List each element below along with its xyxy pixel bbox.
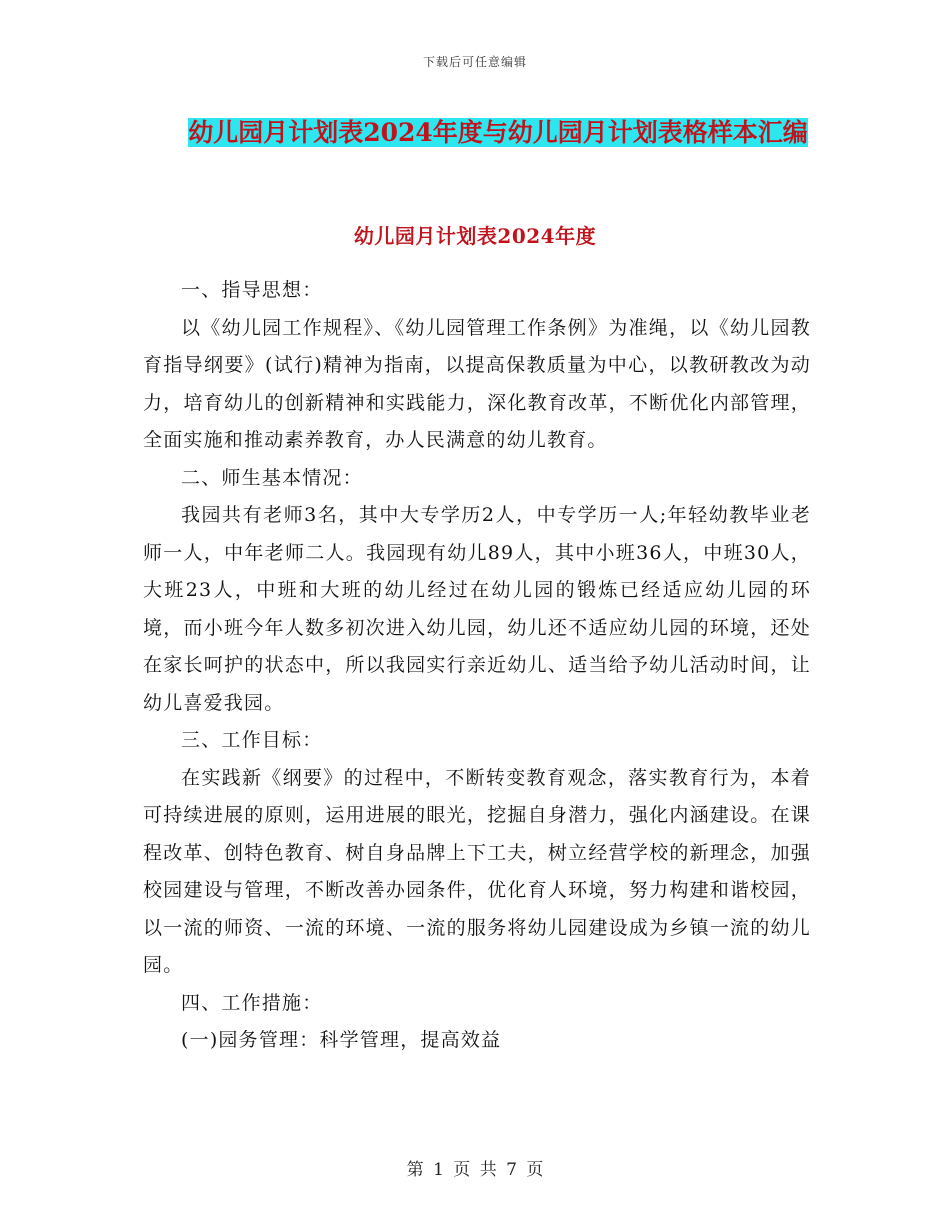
heading-work-measures: 四、工作措施：: [181, 991, 323, 1014]
page-footer: 第 1 页 共 7 页: [406, 1160, 544, 1180]
subheading-management: (一)园务管理：科学管理，提高效益: [181, 1029, 502, 1051]
paragraph-basic-situation: 我园共有老师3名，其中大专学历2人，中专学历一人;年轻幼教毕业老师一人，中年老师二人。我园现有幼儿89人，其中小班36人，中班30人，大班23人，中班和大班的幼儿经过在幼儿园的锻炼已经适应幼儿园的环境，而小班今年人数多初次进入幼儿园，幼儿还不适应幼儿园的环境，还处在家长呵护的状态中，所以我园实行亲近幼儿、适当给予幼儿活动时间，让幼儿喜爱我园。: [143, 504, 811, 714]
paragraph-guiding-ideology: 以《幼儿园工作规程》、《幼儿园管理工作条例》为准绳，以《幼儿园教育指导纲要》(试行)精神为指南，以提高保教质量为中心，以教研教改为动力，培育幼儿的创新精神和实践能力，深化教育改革，不断优化内部管理，全面实施和推动素养教育，办人民满意的幼儿教育。: [143, 316, 811, 451]
document-title: [188, 112, 808, 154]
header-note: 下载后可任意编辑: [422, 55, 527, 69]
heading-basic-situation: 二、师生基本情况：: [181, 466, 363, 489]
document-title-text: 幼儿园月计划表2024年度与幼儿园月计划表格样本汇编: [188, 118, 808, 147]
document-body: [143, 272, 811, 1060]
heading-work-goals: 三、工作目标：: [181, 729, 323, 751]
heading-guiding-ideology: 一、指导思想：: [181, 279, 323, 301]
section-title: 幼儿园月计划表2024年度: [353, 224, 597, 248]
paragraph-work-goals: 在实践新《纲要》的过程中，不断转变教育观念，落实教育行为，本着可持续进展的原则，运用进展的眼光，挖掘自身潜力，强化内涵建设。在课程改革、创特色教育、树自身品牌上下工夫，树立经营学校的新理念，加强校园建设与管理，不断改善办园条件，优化育人环境，努力构建和谐校园，以一流的师资、一流的环境、一流的服务将幼儿园建设成为乡镇一流的幼儿园。: [143, 766, 811, 976]
